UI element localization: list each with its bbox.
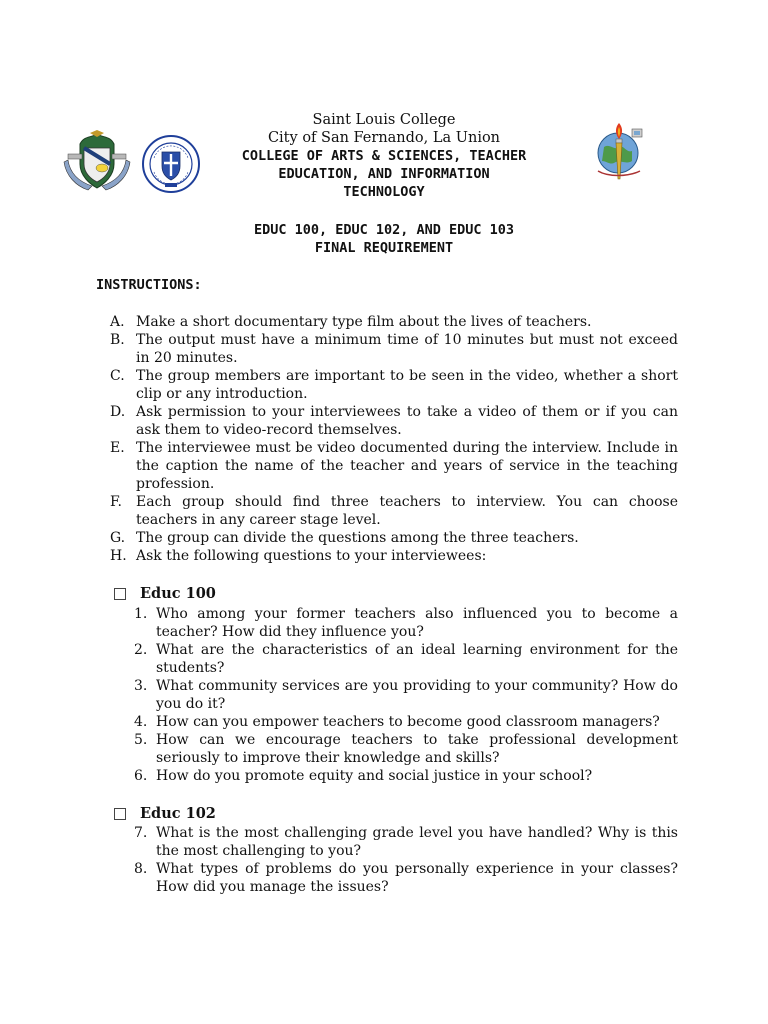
list-item (110, 367, 678, 403)
item-text: What types of problems do you personally experience in your classes? How did you manage the issues? (156, 861, 678, 895)
college-name-line-1: COLLEGE OF ARTS & SCIENCES, TEACHER (241, 148, 527, 164)
list-item (134, 605, 678, 641)
list-item (134, 713, 678, 731)
item-text: What is the most challenging grade level you have handled? Why is this the most challenging to you? (156, 825, 678, 859)
item-text: What are the characteristics of an ideal learning environment for the students? (156, 642, 678, 676)
list-item (110, 331, 678, 367)
list-item (110, 313, 678, 331)
item-marker: D. (110, 404, 126, 420)
requirement-title: FINAL REQUIREMENT (314, 240, 454, 256)
item-text: How can we encourage teachers to take professional development seriously to improve their knowledge and skills? (156, 732, 678, 766)
college-name-line-2: EDUCATION, AND INFORMATION (278, 166, 490, 182)
item-number: 5. (134, 732, 148, 748)
section-label: Educ 100 (140, 585, 216, 602)
item-marker: F. (110, 494, 122, 510)
institution-name: Saint Louis College (312, 112, 456, 128)
item-number: 6. (134, 768, 148, 784)
item-text: What community services are you providing to your community? How do you do it? (156, 678, 678, 712)
list-item (110, 529, 678, 547)
item-text: The group can divide the questions among the three teachers. (136, 530, 579, 546)
list-item (110, 493, 678, 529)
college-name-line-3: TECHNOLOGY (343, 184, 425, 200)
section-label: Educ 102 (140, 805, 216, 822)
item-text: Each group should find three teachers to interview. You can choose teachers in any career stage level. (136, 494, 678, 528)
instructions-list (110, 313, 678, 565)
item-text: Ask the following questions to your interviewees: (136, 548, 487, 564)
list-item (134, 860, 678, 896)
list-item (110, 439, 678, 493)
item-marker: E. (110, 440, 125, 456)
item-marker: A. (110, 314, 125, 330)
school-round-seal-icon (140, 134, 202, 194)
item-text: The group members are important to be seen in the video, whether a short clip or any introduction. (136, 368, 678, 402)
list-item (134, 641, 678, 677)
item-number: 4. (134, 714, 148, 730)
item-number: 1. (134, 606, 148, 622)
missing-glyph-box-icon (114, 588, 126, 600)
item-text: Make a short documentary type film about the lives of teachers. (136, 314, 592, 330)
missing-glyph-box-icon (114, 808, 126, 820)
item-text: Ask permission to your interviewees to take a video of them or if you can ask them to video-record themselves. (136, 404, 678, 438)
item-number: 2. (134, 642, 148, 658)
section-educ-102-heading (114, 805, 216, 823)
item-text: How do you promote equity and social justice in your school? (156, 768, 593, 784)
item-marker: C. (110, 368, 125, 384)
item-marker: B. (110, 332, 125, 348)
instructions-heading: INSTRUCTIONS: (96, 277, 202, 293)
list-item (134, 824, 678, 860)
document-title (200, 221, 568, 257)
item-marker: G. (110, 530, 126, 546)
item-number: 7. (134, 825, 148, 841)
item-text: The interviewee must be video documented during the interview. Include in the caption the name of the teacher and years of service in the teaching profession. (136, 440, 678, 492)
list-item (110, 547, 678, 565)
course-codes: EDUC 100, EDUC 102, AND EDUC 103 (253, 222, 515, 238)
item-text: Who among your former teachers also influenced you to become a teacher? How did they influence you? (156, 606, 678, 640)
educ-100-question-list (134, 605, 678, 785)
college-seal-icon (62, 130, 132, 192)
item-number: 8. (134, 861, 148, 877)
list-item (110, 403, 678, 439)
item-text: The output must have a minimum time of 10 minutes but must not exceed in 20 minutes. (136, 332, 678, 366)
section-educ-100-heading (114, 585, 216, 603)
list-item (134, 677, 678, 713)
list-item (134, 767, 678, 785)
document-header (200, 111, 568, 201)
torch-globe-logo-icon (590, 113, 650, 188)
item-number: 3. (134, 678, 148, 694)
educ-102-question-list (134, 824, 678, 896)
list-item (134, 731, 678, 767)
item-text: How can you empower teachers to become good classroom managers? (156, 714, 660, 730)
institution-location: City of San Fernando, La Union (267, 130, 501, 146)
item-marker: H. (110, 548, 127, 564)
